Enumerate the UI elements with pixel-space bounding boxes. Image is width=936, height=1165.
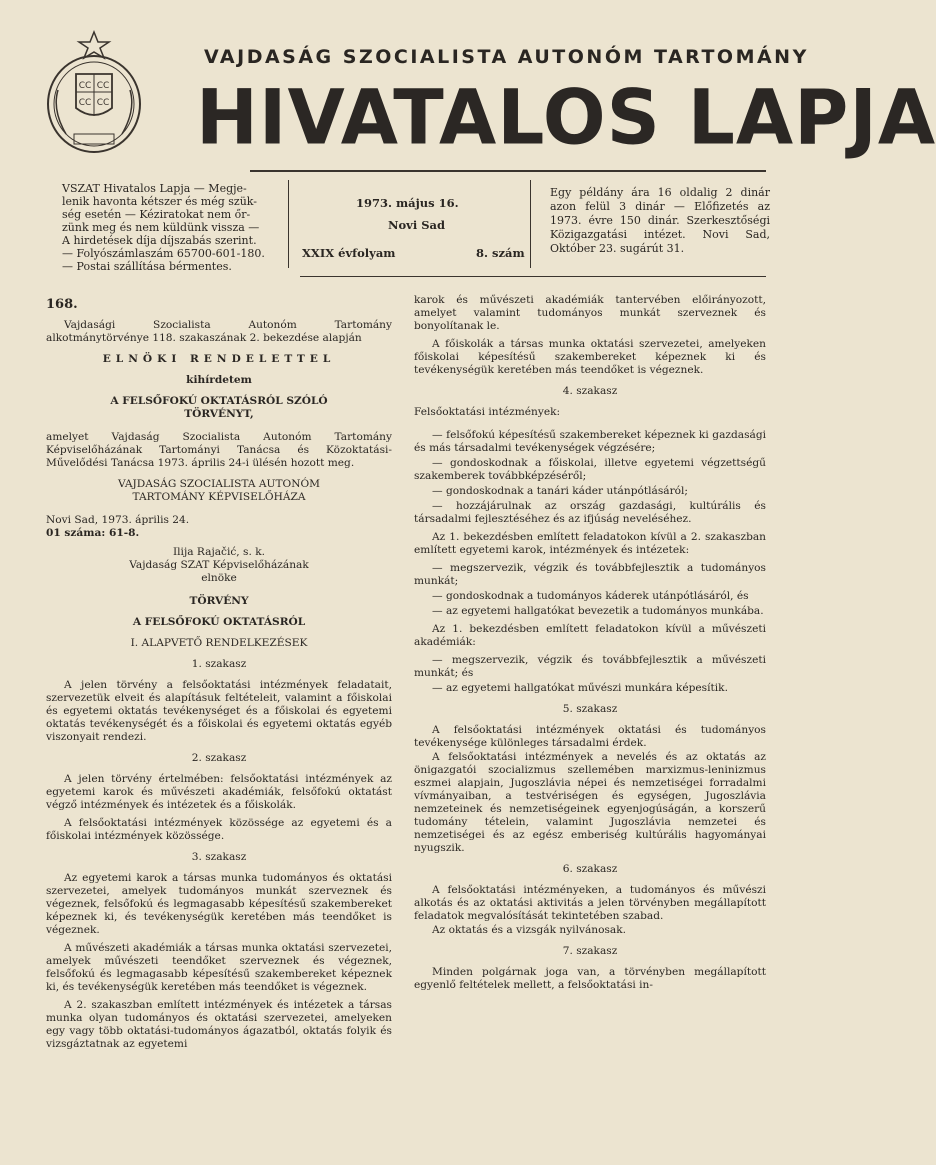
promulgation-word: kihírdetem	[186, 374, 252, 386]
coat-of-arms-emblem	[44, 30, 144, 156]
section-7-heading: 7. szakasz	[562, 945, 618, 957]
svg-text:CC: CC	[78, 98, 92, 108]
section-3-text-2: A művészeti akadémiák a társas munka oktatási szervezetei, amelyek művészeti teendőket szerveznek és végeznek, felsőfokú és legmagasabb képesítésű szakembereket képeznek ki, és tevékenységük keretében más teendőket is végeznek.	[46, 942, 392, 993]
section-4-heading: 4. szakasz	[562, 385, 618, 397]
intro-text: Vajdasági Szocialista Autonóm Tartomány alkotmánytörvénye 118. szakaszának 2. bekezdése alapján	[46, 319, 392, 344]
section-4-paragraph-2: Az 1. bekezdésben említett feladatokon kívül a 2. szakaszban említett egyetemi karok, intézmények és intézetek:	[414, 531, 766, 556]
section-5-text-1: A felsőoktatási intézmények oktatási és tudományos tevékenysége különleges társadalmi érdek.	[414, 724, 766, 749]
info-divider-left	[288, 180, 289, 268]
section-4-paragraph-3: Az 1. bekezdésben említett feladatokon kívül a művészeti akadémiák:	[414, 623, 766, 648]
law-title-line2: TÖRVÉNYT,	[184, 408, 254, 420]
section-3-heading: 3. szakasz	[191, 851, 247, 863]
issue-number: 8. szám	[476, 246, 525, 260]
section-6-text-1: A felsőoktatási intézményeken, a tudományos és művészi alkotás és az oktatási aktivitás a jelen törvényben megállapított feladatok megvalósítását tekintetében szabad.	[414, 884, 766, 922]
svg-text:CC: CC	[78, 81, 92, 91]
right-column	[414, 294, 766, 997]
section-4-item: — hozzájárulnak az ország gazdasági, kultúrális és társadalmi fejlesztéséhez és az ifjúság neveléséhez.	[414, 500, 766, 525]
info-rule-bottom	[300, 276, 766, 277]
masthead-region: VAJDASÁG SZOCIALISTA AUTONÓM TARTOMÁNY	[204, 46, 809, 68]
section-4-item: — gondoskodnak a tanári káder utánpótlásáról;	[432, 485, 688, 497]
place-date: Novi Sad, 1973. április 24.	[46, 514, 190, 526]
svg-text:CC: CC	[96, 98, 110, 108]
issue-date: 1973. május 16.	[356, 196, 459, 210]
section-2-text-2: A felsőoktatási intézmények közössége az egyetemi és a főiskolai intézmények közössége.	[46, 817, 392, 842]
signature-block: Ilija Rajačić, s. k. Vajdaság SZAT Képviselőházának elnöke	[129, 546, 309, 584]
section-3-text-3: A 2. szakaszban említett intézmények és intézetek a társas munka olyan tudományos és oktatási szervezetei, amelyeken egy vagy több oktatási-tudományos ágazatból, oktatás folyik és vizsgáztatnak az egyetemi	[46, 999, 392, 1050]
svg-text:CC: CC	[96, 81, 110, 91]
section-3-text-1: Az egyetemi karok a társas munka tudományos és oktatási szervezetei, amelyek tudományos munkát szerveznek és végeznek, felsőfokú és legmagasabb képesítésű szakembereket képeznek ki, és tevékenységük keretében más teendőket is végeznek.	[46, 872, 392, 936]
left-column	[46, 298, 392, 1056]
section-4-item: — megszervezik, végzik és továbbfejlesztik a művészeti munkát; és	[414, 654, 766, 679]
subscription-info: Egy példány ára 16 oldalig 2 dinár azon felül 3 dinár — Előfizetés az 1973. évre 150 dinár. Szerkesztőségi Közigazgatási intézet. Novi Sad, Október 23. sugárút 31.	[550, 186, 770, 255]
section-4-item: — megszervezik, végzik és továbbfejlesztik a tudományos munkát;	[414, 562, 766, 587]
section-1-heading: 1. szakasz	[191, 658, 247, 670]
issue-volume: XXIX évfolyam	[302, 246, 396, 260]
section-7-text-1: Minden polgárnak joga van, a törvényben megállapított egyenlő feltételek mellett, a felsőoktatási in-	[414, 966, 766, 991]
section-4-item: — felsőfokú képesítésű szakembereket képeznek ki gazdasági és más társadalmi tevékenységek végzésére;	[414, 429, 766, 454]
law-title-line1: A FELSŐFOKÚ OKTATÁSRÓL SZÓLÓ	[110, 395, 328, 407]
colleges-text: A főiskolák a társas munka oktatási szervezetei, amelyeken főiskolai képesítésű szakembereket képeznek ki és tevékenységük keretében más teendőket is végeznek.	[414, 338, 766, 376]
reference-number: 01 száma: 61-8.	[46, 527, 140, 539]
decree-number: 168.	[46, 297, 78, 312]
masthead-title: HIVATALOS LAPJA	[196, 74, 936, 162]
law-subject: A FELSŐFOKÚ OKTATÁSRÓL	[132, 616, 306, 628]
section-5-heading: 5. szakasz	[562, 703, 618, 715]
section-6-heading: 6. szakasz	[562, 863, 618, 875]
continued-text: karok és művészeti akadémiák tantervében előirányozott, amelyet valamint tudományos munkát szerveznek és bonyolítanak le.	[414, 294, 766, 332]
section-4-lead: Felsőoktatási intézmények:	[414, 406, 561, 418]
info-divider-right	[530, 180, 531, 268]
house-name-line1: VAJDASÁG SZOCIALISTA AUTONÓM	[117, 478, 321, 490]
issue-city: Novi Sad	[388, 218, 446, 232]
house-name-line2: TARTOMÁNY KÉPVISELŐHÁZA	[132, 491, 306, 503]
chapter-heading: I. ALAPVETŐ RENDELKEZÉSEK	[130, 637, 308, 649]
section-2-text-1: A jelen törvény értelmében: felsőoktatási intézmények az egyetemi karok és művészeti akadémiák, felsőfokú oktatást végző intézmények és intézetek és a főiskolák.	[46, 773, 392, 811]
masthead-rule-top	[250, 170, 766, 172]
section-2-heading: 2. szakasz	[191, 752, 247, 764]
section-5-text-2: A felsőoktatási intézmények a nevelés és az oktatás az önigazgatói szocializmus szellemében marxizmus-leninizmus eszmei alapjain, Jugoszlávia népei és nemzetiségei forradalmi vívmányaiban, a testvériségen és egységen, Jugoszlávia nemzeteinek és nemzetiségeinek egyenjogúságán, a korszerű tudomány tételein, valamint Jugoszlávia nemzetei és nemzetiségei és az egész emberiség kultúrális hagyományai nyugszik.	[414, 751, 766, 854]
section-4-item: — gondoskodnak a tudományos káderek utánpótlásáról, és	[432, 590, 749, 602]
section-1-text: A jelen törvény a felsőoktatási intézmények feladatait, szervezetük elveit és alapításuk feltételeit, valamint a főiskolai és egyetemi oktatás tevékenységet és a főiskolai és egyetemi oktatás tevékenységét és a főiskolai és egyetemi oktatás egyéb viszonyait rendezi.	[46, 679, 392, 743]
law-heading: TÖRVÉNY	[189, 595, 249, 607]
section-4-item: — gondoskodnak a főiskolai, illetve egyetemi végzettségű szakemberek továbbképzéséről;	[414, 457, 766, 482]
section-6-text-2: Az oktatás és a vizsgák nyilvánosak.	[432, 924, 627, 936]
publication-info: VSZAT Hivatalos Lapja — Megje- lenik havonta kétszer és még szük- ség esetén — Kéziratokat nem őr- zünk meg és nem küldünk vissza — A hirdetések díja díjszabás szerint. — Folyószámlaszám 65700-601-180. — Postai szállítása bérmentes.	[62, 182, 265, 273]
adoption-text: amelyet Vajdaság Szocialista Autonóm Tartomány Képviselőházának Tartományi Tanácsa és Közoktatási-Művelődési Tanácsa 1973. április 24-i ülésén hozott meg.	[46, 431, 392, 469]
section-4-item: — az egyetemi hallgatókat művészi munkára képesítik.	[432, 682, 728, 694]
decree-heading: ELNÖKI RENDELETTEL	[102, 353, 336, 365]
section-4-item: — az egyetemi hallgatókat bevezetik a tudományos munkába.	[432, 605, 764, 617]
